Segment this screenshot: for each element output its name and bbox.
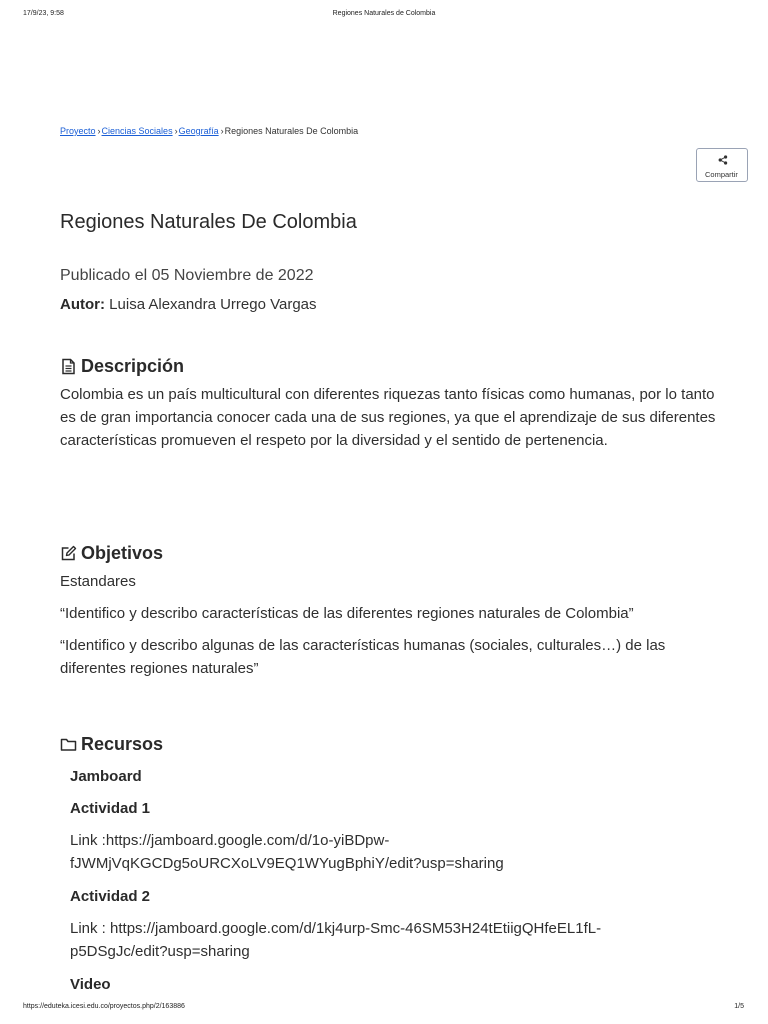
print-title: Regiones Naturales de Colombia <box>332 10 436 17</box>
objetivos-title: Objetivos <box>81 543 164 563</box>
edit-icon <box>60 545 77 562</box>
share-label: Compartir <box>705 170 738 179</box>
actividad-2-link[interactable]: Link : https://jamboard.google.com/d/1kj4urp-Smc-46SM53H24tEtiigQHfeEL1fL-p5DSgJc/edit?usp=sharing <box>70 920 602 960</box>
print-footer <box>0 1003 768 1015</box>
descripcion-title: Descripción <box>81 356 185 376</box>
page-title: Regiones Naturales De Colombia <box>60 211 357 233</box>
video-label: Video <box>70 976 111 993</box>
print-header <box>0 10 768 22</box>
published-date: Publicado el 05 Noviembre de 2022 <box>60 267 314 284</box>
print-datetime: 17/9/23, 9:58 <box>23 10 64 17</box>
breadcrumb-geografia[interactable]: Geografía <box>178 126 219 136</box>
breadcrumb-proyecto[interactable]: Proyecto <box>60 126 96 136</box>
breadcrumb <box>60 126 358 136</box>
document-icon <box>60 358 77 375</box>
chevron-right-icon: › <box>220 126 224 136</box>
print-url: https://eduteka.icesi.edu.co/proyectos.php/2/163886 <box>23 1003 185 1010</box>
actividad-2-title: Actividad 2 <box>70 888 151 905</box>
recursos-title: Recursos <box>81 734 164 754</box>
print-page-number: 1/5 <box>734 1003 744 1010</box>
share-icon <box>718 155 728 165</box>
jamboard-label: Jamboard <box>70 768 142 785</box>
folder-icon <box>60 736 77 753</box>
chevron-right-icon: › <box>174 126 178 136</box>
author <box>60 296 317 313</box>
objetivos-subheading: Estandares <box>60 573 136 590</box>
breadcrumb-ciencias-sociales[interactable]: Ciencias Sociales <box>101 126 173 136</box>
recursos-heading <box>60 734 163 755</box>
breadcrumb-current: Regiones Naturales De Colombia <box>224 126 359 136</box>
descripcion-text: Colombia es un país multicultural con diferentes riquezas tanto físicas como humanas, por lo tanto es de gran importancia conocer cada una de sus regiones, ya que el aprendizaje de sus diferentes características promueven el respeto por la diversidad y el sentido de pertenencia. <box>60 386 716 449</box>
descripcion-heading <box>60 356 184 377</box>
objetivo-item: “Identifico y describo características de las diferentes regiones naturales de Colombia” <box>60 605 634 622</box>
actividad-1-title: Actividad 1 <box>70 800 151 817</box>
author-name: Luisa Alexandra Urrego Vargas <box>109 296 317 313</box>
author-label: Autor: <box>60 296 105 313</box>
objetivos-heading <box>60 543 163 564</box>
actividad-1-link[interactable]: Link :https://jamboard.google.com/d/1o-yiBDpw-fJWMjVqKGCDg5oURCXoLV9EQ1WYugBphiY/edit?usp=sharing <box>70 832 504 872</box>
objetivo-item: “Identifico y describo algunas de las características humanas (sociales, culturales…) de las diferentes regiones naturales” <box>60 637 666 677</box>
share-button[interactable] <box>696 148 748 182</box>
chevron-right-icon: › <box>97 126 101 136</box>
